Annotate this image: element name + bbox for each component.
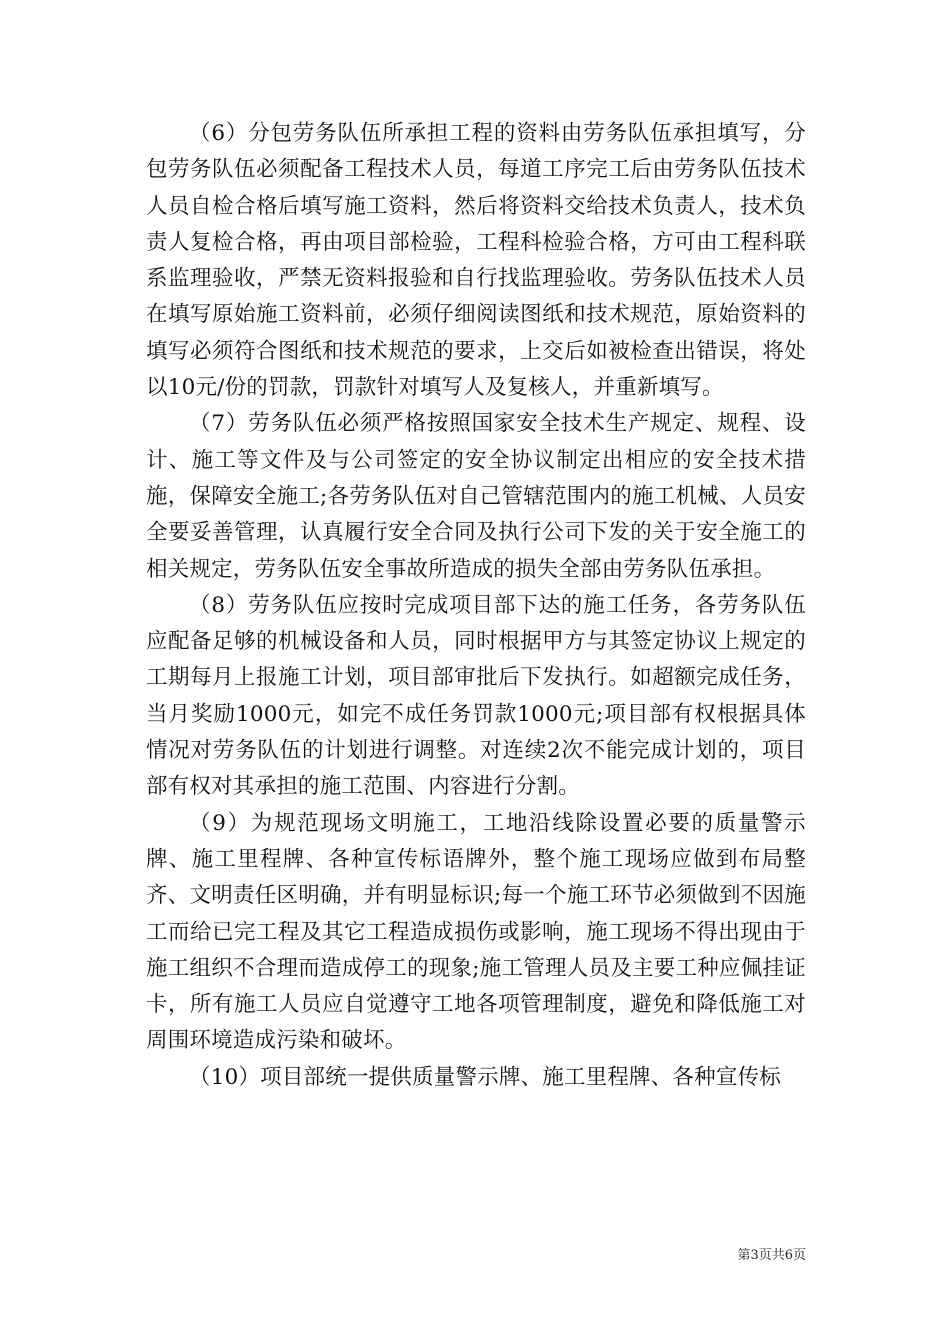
- paragraph-6: （6）分包劳务队伍所承担工程的资料由劳务队伍承担填写，分包劳务队伍必须配备工程技术人员，每道工序完工后由劳务队伍技术人员自检合格后填写施工资料，然后将资料交给技术负责人，技术负责人复检合格，再由项目部检验，工程科检验合格，方可由工程科联系监理验收，严禁无资料报验和自行找监理验收。劳务队伍技术人员在填写原始施工资料前，必须仔细阅读图纸和技术规范，原始资料的填写必须符合图纸和技术规范的要求，上交后如被检查出错误，将处以10元/份的罚款，罚款针对填写人及复核人，并重新填写。: [146, 121, 806, 401]
- paragraph-10: （10）项目部统一提供质量警示牌、施工里程牌、各种宣传标: [189, 1064, 781, 1090]
- document-body: [146, 116, 806, 1096]
- paragraph-9: （9）为规范现场文明施工，工地沿线除设置必要的质量警示牌、施工里程牌、各种宣传标语牌外，整个施工现场应做到布局整齐、文明责任区明确，并有明显标识;每一个施工环节必须做到不因施工而给已完工程及其它工程造成损伤或影响，施工现场不得出现由于施工组织不合理而造成停工的现象;施工管理人员及主要工种应佩挂证卡，所有施工人员应自觉遵守工地各项管理制度，避免和降低施工对周围环境造成污染和破坏。: [146, 810, 806, 1054]
- page-number-footer: 第3页共6页: [737, 1248, 806, 1263]
- paragraph-7: （7）劳务队伍必须严格按照国家安全技术生产规定、规程、设计、施工等文件及与公司签定的安全协议制定出相应的安全技术措施，保障安全施工;各劳务队伍对自己管辖范围内的施工机械、人员安全要妥善管理，认真履行安全合同及执行公司下发的关于安全施工的相关规定，劳务队伍安全事故所造成的损失全部由劳务队伍承担。: [146, 411, 806, 582]
- paragraph-8: （8）劳务队伍应按时完成项目部下达的施工任务，各劳务队伍应配备足够的机械设备和人员，同时根据甲方与其签定协议上规定的工期每月上报施工计划，项目部审批后下发执行。如超额完成任务，当月奖励1000元，如完不成任务罚款1000元;项目部有权根据具体情况对劳务队伍的计划进行调整。对连续2次不能完成计划的，项目部有权对其承担的施工范围、内容进行分割。: [146, 592, 806, 800]
